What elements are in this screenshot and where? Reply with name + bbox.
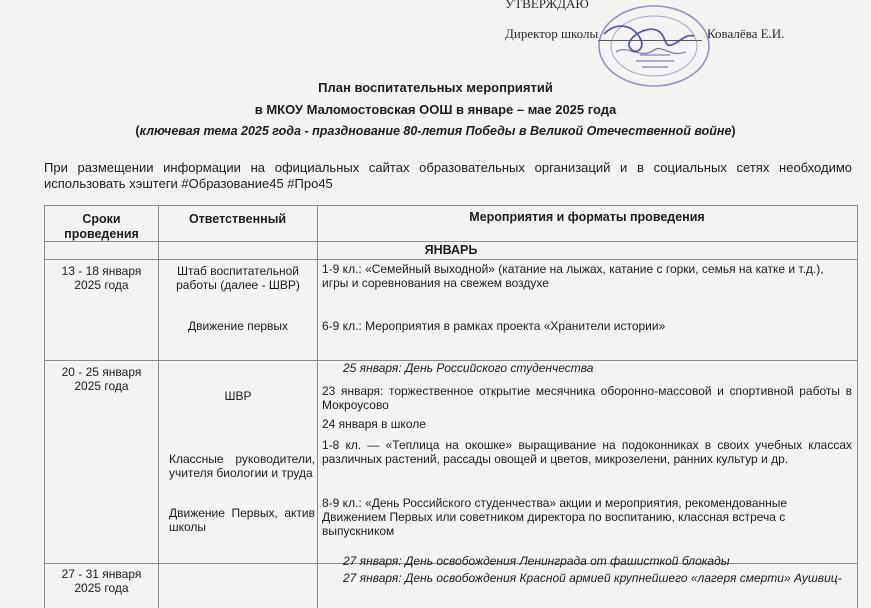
- week1-event-1: 1-9 кл.: «Семейный выходной» (катание на лыжах, катание с горки, семья на катке и т.д.), игры и соревнования на свежем воздухе: [322, 262, 824, 290]
- column-divider: [158, 206, 159, 608]
- month-january: ЯНВАРЬ: [424, 243, 478, 257]
- plan-subtitle: (ключевая тема 2025 года - празднование 80-летия Победы в Великой Отечественной войне): [135, 124, 736, 138]
- week2-dates: 20 - 25 января 2025 года: [61, 365, 142, 393]
- week2-responsible-3: Движение Первых, актив школы: [169, 506, 315, 534]
- week3-note-2: 27 января: День освобождения Красной армией крупнейшего «лагеря смерти» Аушвиц-: [343, 571, 842, 585]
- director-label: Директор школы: [505, 26, 599, 41]
- week1-dates: 13 - 18 января 2025 года: [61, 264, 142, 292]
- week3-note-1: 27 января: День освобождения Ленинграда от фашисткой блокады: [343, 554, 730, 568]
- week2-event-1a: 23 января: торжественное открытие месячника оборонно-массовой и спортивной работы в Мокроусово: [322, 384, 852, 412]
- approval-word: УТВЕРЖДАЮ: [505, 0, 589, 11]
- events-table: [44, 205, 858, 608]
- week2-responsible-2: Классные руководители, учителя биологии и труда: [169, 452, 315, 480]
- week1-responsible-2: Движение первых: [187, 319, 289, 333]
- row-divider: [45, 241, 857, 242]
- week2-event-3: 8-9 кл.: «День Российского студенчества» акции и мероприятия, рекомендованные Движением Первых или советником директора по воспитанию, классная встреча с выпускником: [322, 496, 788, 538]
- director-name: Ковалёва Е.И.: [707, 26, 785, 41]
- header-responsible: Ответственный: [188, 212, 287, 226]
- week3-dates: 27 - 31 января 2025 года: [61, 567, 142, 595]
- week2-event-2: 1-8 кл. — «Теплица на окошке» выращивание на подоконниках в своих учебных классах различных растений, рассады овощей и цветов, микрозелени, ранних культур и др.: [322, 438, 852, 466]
- week1-event-2: 6-9 кл.: Мероприятия в рамках проекта «Хранители истории»: [322, 319, 666, 333]
- week2-event-1b: 24 января в школе: [322, 417, 426, 431]
- key-theme-text: ключевая тема 2025 года - празднование 80-летия Победы в Великой Отечественной войне: [139, 124, 732, 138]
- school-stamp-seal: [596, 4, 712, 88]
- column-divider: [317, 206, 318, 608]
- week2-responsible-1: ШВР: [224, 389, 252, 403]
- week1-responsible-1: Штаб воспитательной работы (далее - ШВР): [176, 264, 300, 292]
- plan-title-school: в МКОУ Маломостовская ООШ в январе – мае 2025 года: [254, 102, 617, 117]
- week2-note: 25 января: День Российского студенчества: [343, 361, 594, 375]
- row-divider: [45, 259, 857, 260]
- header-events: Мероприятия и форматы проведения: [469, 210, 705, 224]
- plan-title: План воспитательных мероприятий: [318, 80, 553, 95]
- header-dates: Сроки проведения: [64, 212, 139, 241]
- hashtag-instructions: При размещении информации на официальных сайтах образовательных организаций и в социальных сетях необходимо использовать хэштеги #Образование45 #Про45: [44, 160, 852, 191]
